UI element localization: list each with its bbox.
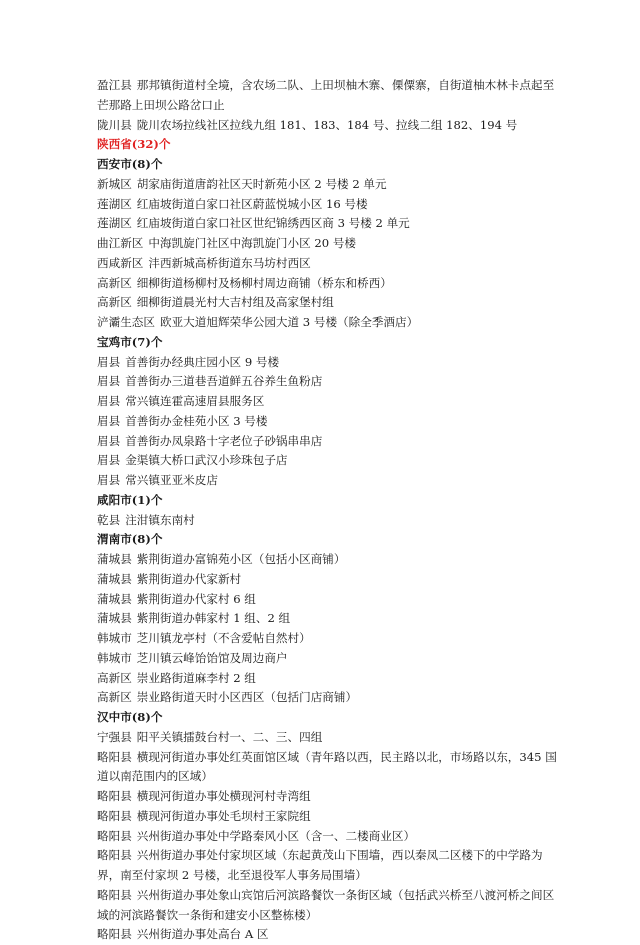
entry-location: 细柳街道晨光村大吉村组及高家堡村组 bbox=[136, 295, 334, 310]
city-heading: 咸阳市(1)个 bbox=[97, 492, 163, 507]
entry-location: 红庙坡街道白家口社区世纪锦绣西区商 3 号楼 2 单元 bbox=[136, 216, 410, 231]
risk-area-entry bbox=[97, 846, 557, 886]
risk-area-entry bbox=[97, 550, 557, 570]
entry-district: 高新区 bbox=[97, 295, 132, 310]
entry-district: 眉县 bbox=[97, 453, 121, 468]
entry-location: 紫荆街道办代家村 6 组 bbox=[136, 591, 256, 606]
entry-district: 曲江新区 bbox=[97, 236, 144, 250]
risk-area-entry bbox=[97, 76, 557, 116]
entry-location: 紫荆街道办代家新村 bbox=[136, 571, 242, 586]
entry-district: 略阳县 bbox=[97, 749, 132, 764]
entry-district: 高新区 bbox=[97, 670, 132, 685]
entry-district: 略阳县 bbox=[97, 887, 132, 902]
entry-location: 紫荆街道办富锦苑小区（包括小区商铺） bbox=[136, 552, 346, 566]
risk-area-entry bbox=[97, 412, 557, 432]
entry-location: 兴州街道办事处高台 A 区 bbox=[136, 927, 269, 942]
entry-location: 兴州街道办事处付家坝区域（东起黄茂山下围墙，西以秦凤二区楼下的中学路为界，南至付家坝 2 号楼，北至退役军人事务局围墙） bbox=[97, 848, 543, 882]
risk-area-entry bbox=[97, 511, 557, 531]
risk-area-entry bbox=[97, 590, 557, 610]
entry-location: 首善街办金桂苑小区 3 号楼 bbox=[125, 413, 268, 428]
entry-location: 金渠镇大桥口武汉小珍珠包子店 bbox=[125, 453, 288, 468]
entry-district: 盈江县 bbox=[97, 78, 132, 92]
entry-district: 眉县 bbox=[97, 394, 121, 408]
entry-district: 莲湖区 bbox=[97, 196, 132, 211]
entry-location: 欧亚大道旭辉荣华公园大道 3 号楼（除全季酒店） bbox=[159, 315, 419, 329]
entry-district: 莲湖区 bbox=[97, 216, 132, 231]
entry-district: 陇川县 bbox=[97, 117, 132, 132]
city-heading: 宝鸡市(7)个 bbox=[97, 334, 163, 349]
city-heading: 西安市(8)个 bbox=[97, 157, 163, 171]
risk-area-entry bbox=[97, 688, 557, 708]
entry-location: 那邦镇街道村全境，含农场二队、上田坝柚木寨、傈僳寨，自街道柚木林卡点起至芒那路上田坝公路岔口止 bbox=[97, 78, 555, 112]
entry-location: 首善街办经典庄园小区 9 号楼 bbox=[125, 354, 280, 369]
entry-location: 兴州街道办事处中学路秦风小区（含一、二楼商业区） bbox=[136, 828, 416, 843]
risk-area-entry bbox=[97, 609, 557, 629]
entry-district: 乾县 bbox=[97, 512, 121, 527]
risk-area-entry bbox=[97, 827, 557, 847]
city-heading: 渭南市(8)个 bbox=[97, 532, 163, 547]
entry-location: 首善街办凤泉路十字老位子砂锅串串店 bbox=[125, 433, 323, 448]
entry-location: 崇业路街道麻李村 2 组 bbox=[136, 670, 256, 685]
entry-district: 高新区 bbox=[97, 275, 132, 290]
document-page bbox=[97, 76, 557, 945]
entry-district: 蒲城县 bbox=[97, 611, 132, 626]
entry-district: 韩城市 bbox=[97, 650, 132, 665]
entry-location: 紫荆街道办韩家村 1 组、2 组 bbox=[136, 611, 291, 626]
entry-district: 眉县 bbox=[97, 413, 121, 428]
risk-area-entry bbox=[97, 649, 557, 669]
entry-district: 韩城市 bbox=[97, 631, 132, 645]
entry-district: 宁强县 bbox=[97, 729, 132, 744]
entry-location: 芝川镇龙亭村（不含爱帖自然村） bbox=[136, 631, 311, 645]
entry-district: 蒲城县 bbox=[97, 571, 132, 586]
risk-area-entry bbox=[97, 787, 557, 807]
entry-location: 横现河街道办事处红英面馆区域（青年路以西，民主路以北，市场路以东，345 国道以南范围内的区域） bbox=[97, 749, 557, 784]
risk-area-entry bbox=[97, 471, 557, 491]
risk-area-entry bbox=[97, 234, 557, 254]
entry-district: 眉县 bbox=[97, 354, 121, 369]
entry-district: 高新区 bbox=[97, 690, 132, 705]
entry-district: 略阳县 bbox=[97, 828, 132, 843]
risk-area-entry bbox=[97, 728, 557, 748]
risk-area-entry bbox=[97, 175, 557, 195]
risk-area-entry bbox=[97, 629, 557, 649]
risk-area-entry bbox=[97, 254, 557, 274]
entry-district: 略阳县 bbox=[97, 789, 132, 803]
risk-area-entry bbox=[97, 274, 557, 294]
risk-area-entry bbox=[97, 432, 557, 452]
risk-area-entry bbox=[97, 313, 557, 333]
risk-area-entry bbox=[97, 570, 557, 590]
entry-location: 横现河街道办事处毛坝村王家院组 bbox=[136, 808, 311, 823]
entry-district: 蒲城县 bbox=[97, 552, 132, 566]
entry-district: 眉县 bbox=[97, 433, 121, 448]
entry-district: 略阳县 bbox=[97, 848, 132, 863]
entry-location: 中海凯旋门社区中海凯旋门小区 20 号楼 bbox=[148, 236, 357, 250]
risk-area-entry bbox=[97, 372, 557, 392]
entry-district: 略阳县 bbox=[97, 927, 132, 942]
entry-district: 蒲城县 bbox=[97, 591, 132, 606]
entry-district: 略阳县 bbox=[97, 808, 132, 823]
risk-area-entry bbox=[97, 451, 557, 471]
entry-location: 常兴镇亚亚米皮店 bbox=[125, 473, 218, 487]
entry-location: 细柳街道杨柳村及杨柳村周边商铺（桥东和桥西） bbox=[136, 275, 392, 290]
risk-area-entry bbox=[97, 353, 557, 373]
risk-area-entry bbox=[97, 669, 557, 689]
entry-location: 常兴镇连霍高速眉县服务区 bbox=[125, 394, 265, 408]
entry-location: 首善街办三道巷吾道鲜五谷养生鱼粉店 bbox=[125, 374, 323, 389]
risk-area-entry bbox=[97, 195, 557, 215]
risk-area-entry bbox=[97, 392, 557, 412]
risk-area-entry bbox=[97, 925, 557, 945]
risk-area-entry bbox=[97, 748, 557, 788]
risk-area-entry bbox=[97, 807, 557, 827]
city-heading: 汉中市(8)个 bbox=[97, 710, 163, 724]
entry-location: 横现河街道办事处横现河村寺湾组 bbox=[136, 789, 311, 803]
entry-location: 陇川农场拉线社区拉线九组 181、183、184 号、拉线二组 182、194 号 bbox=[136, 117, 518, 132]
risk-area-entry bbox=[97, 293, 557, 313]
entry-district: 新城区 bbox=[97, 176, 132, 191]
entry-location: 注泔镇东南村 bbox=[125, 512, 195, 527]
entry-location: 崇业路街道天时小区西区（包括门店商铺） bbox=[136, 690, 358, 705]
entry-location: 芝川镇云峰饴饴馆及周边商户 bbox=[136, 650, 288, 665]
entry-location: 兴州街道办事处象山宾馆后河滨路餐饮一条街区域（包括武兴桥至八渡河桥之间区域的河滨路餐饮一条街和建安小区整栋楼） bbox=[97, 887, 555, 922]
risk-area-entry bbox=[97, 886, 557, 926]
entry-location: 阳平关镇擂鼓台村一、二、三、四组 bbox=[136, 729, 323, 744]
entry-district: 眉县 bbox=[97, 473, 121, 487]
entry-location: 沣西新城高桥街道东马坊村西区 bbox=[148, 255, 311, 270]
risk-area-entry bbox=[97, 116, 557, 136]
entry-district: 浐灞生态区 bbox=[97, 315, 155, 329]
risk-area-entry bbox=[97, 214, 557, 234]
entry-location: 红庙坡街道白家口社区蔚蓝悦城小区 16 号楼 bbox=[136, 196, 368, 211]
entry-location: 胡家庙街道唐韵社区天时新苑小区 2 号楼 2 单元 bbox=[136, 176, 387, 191]
province-heading: 陕西省(32)个 bbox=[97, 137, 171, 152]
entry-district: 西咸新区 bbox=[97, 255, 144, 270]
entry-district: 眉县 bbox=[97, 374, 121, 389]
